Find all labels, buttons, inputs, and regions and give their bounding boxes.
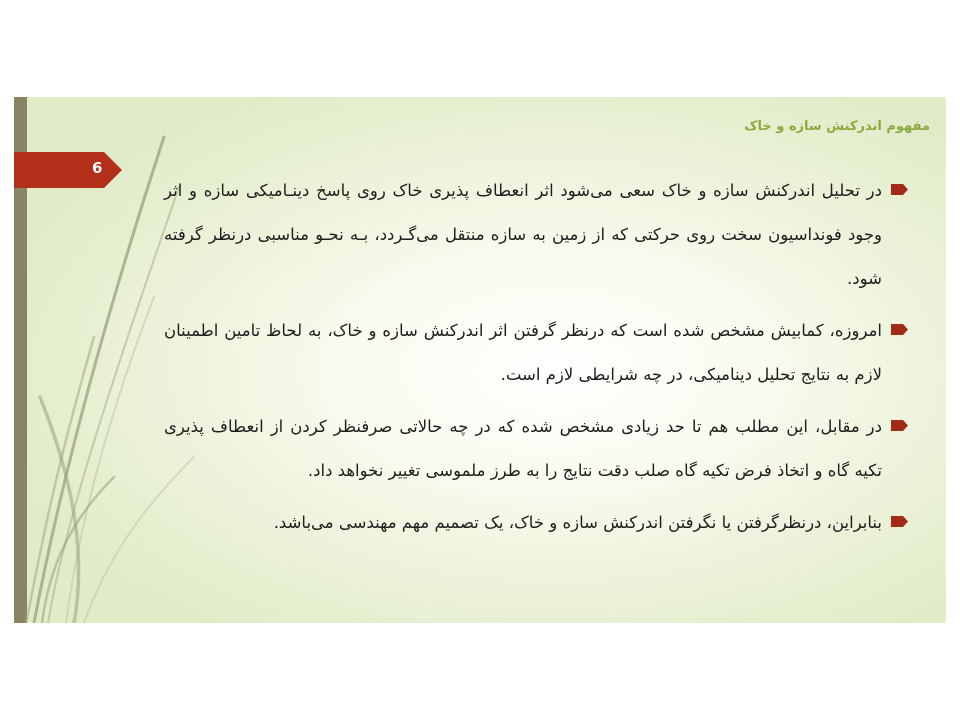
bullet-item [164,169,908,301]
bullet-arrow-icon [891,516,908,527]
page-number: 6 [92,159,103,177]
bullet-item [164,501,908,545]
bullet-list [164,169,908,545]
bullet-text: امروزه، کمابیش مشخص شده است که درنظر گرفتن اثر اندرکنش سازه و خاک، به لحاظ تامین اطمینان لازم به نتایج تحلیل دینامیکی، در چه شرایطی لازم است. [164,321,882,384]
page-number-banner [14,152,122,188]
bullet-item [164,405,908,493]
bullet-arrow-icon [891,184,908,195]
bullet-arrow-icon [891,324,908,335]
slide [14,97,946,623]
bullet-text: بنابراین، درنظرگرفتن یا نگرفتن اندرکنش سازه و خاک، یک تصمیم مهم مهندسی می‌باشد. [273,513,882,532]
bullet-arrow-icon [891,420,908,431]
slide-title: مفهوم اندرکنش سازه و خاک [744,119,930,134]
bullet-item [164,309,908,397]
bullet-text: در تحلیل اندرکنش سازه و خاک سعی می‌شود اثر انعطاف پذیری خاک روی پاسخ دینـامیکی سازه و اثر وجود فونداسیون سخت روی حرکتی که از زمین به سازه منتقل می‌گـردد، بـه نحـو مناسبی درنظر گرفته شود. [164,181,882,288]
bullet-text: در مقابل، این مطلب هم تا حد زیادی مشخص شده که در چه حالاتی صرفنظر کردن از انعطاف پذیری تکیه گاه و اتخاذ فرض تکیه گاه صلب دقت نتایج را به طرز ملموسی تغییر نخواهد داد. [164,417,882,480]
